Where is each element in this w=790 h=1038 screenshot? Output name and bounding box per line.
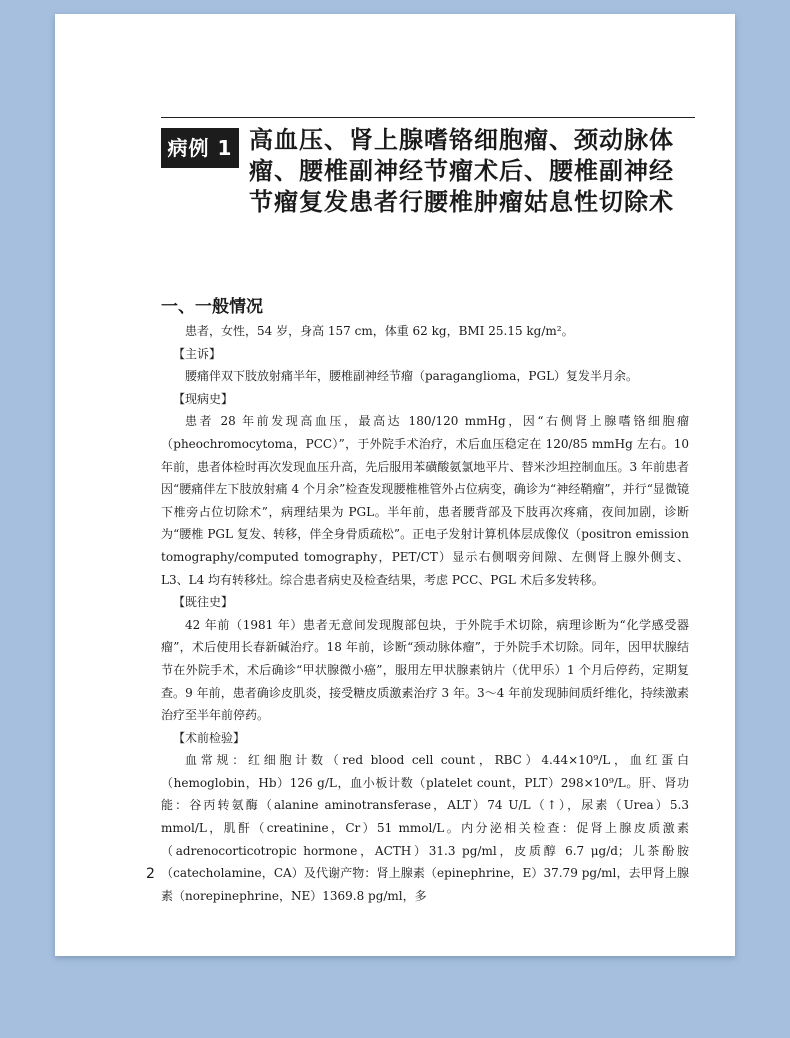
- document-page: [55, 14, 735, 956]
- case-label-badge: 病例 1: [161, 128, 239, 168]
- past-history-text: 42 年前（1981 年）患者无意间发现腹部包块，于外院手术切除，病理诊断为“化学感受器瘤”，术后使用长春新碱治疗。18 年前，诊断“颈动脉体瘤”，于外院手术切除。同年，因甲状腺结节在外院手术，术后确诊“甲状腺微小癌”，服用左甲状腺素钠片（优甲乐）1 个月后停药，定期复查。9 年前，患者确诊皮肌炎，接受糖皮质激素治疗 3 年。3～4 年前发现肺间质纤维化，持续激素治疗至半年前停药。: [161, 617, 689, 723]
- top-rule: [161, 117, 695, 118]
- case-title: 高血压、肾上腺嗜铬细胞瘤、颈动脉体瘤、腰椎副神经节瘤术后、腰椎副神经节瘤复发患者行腰椎肿瘤姑息性切除术: [249, 126, 674, 216]
- chief-complaint-text: 腰痛伴双下肢放射痛半年，腰椎副神经节瘤（paraganglioma，PGL）复发半月余。: [185, 369, 639, 384]
- present-illness-text: 患者 28 年前发现高血压，最高达 180/120 mmHg，因“右侧肾上腺嗜铬细胞瘤（pheochromocytoma，PCC）”，于外院手术治疗，术后血压稳定在 120/85 mmHg 左右。10 年前，患者体检时再次发现血压升高，先后服用苯磺酸氨氯地平片、替米沙坦控制血压。3 年前患者因“腰痛伴左下肢放射痛 4 个月余”检查发现腰椎椎管外占位病变，确诊为“神经鞘瘤”，并行“显微镜下椎旁占位切除术”，病理结果为 PGL。半年前，患者腰背部及下肢再次疼痛，夜间加剧，诊断为“腰椎 PGL 复发、转移，伴全身骨质疏松”。正电子发射计算机体层成像仪（positron emission tomography/computed tomography，PET/CT）显示右侧咽旁间隙、左侧肾上腺外侧支、L3、L4 均有转移灶。综合患者病史及检查结果，考虑 PCC、PGL 术后多发转移。: [161, 414, 689, 587]
- section-heading: 一、一般情况: [161, 297, 263, 317]
- intro-paragraph: 患者，女性，54 岁，身高 157 cm，体重 62 kg，BMI 25.15 kg/m²。: [185, 324, 574, 338]
- body-text: [161, 320, 689, 907]
- preop-exam-heading: 【术前检验】: [173, 730, 246, 745]
- past-history-heading: 【既往史】: [173, 595, 234, 610]
- page-number: 2: [146, 866, 155, 882]
- present-illness-heading: 【现病史】: [173, 391, 234, 406]
- chief-complaint-heading: 【主诉】: [173, 346, 222, 361]
- preop-exam-text: 血常规：红细胞计数（red blood cell count，RBC）4.44×10⁹/L，血红蛋白（hemoglobin，Hb）126 g/L，血小板计数（platelet count，PLT）298×10⁹/L。肝、肾功能：谷丙转氨酶（alanine aminotransferase，ALT）74 U/L（↑），尿素（Urea）5.3 mmol/L，肌酐（creatinine，Cr）51 mmol/L。内分泌相关检查：促肾上腺皮质激素（adrenocorticotropic hormone，ACTH）31.3 pg/ml，皮质醇 6.7 μg/d；儿茶酚胺（catecholamine，CA）及代谢产物：肾上腺素（epinephrine，E）37.79 pg/ml，去甲肾上腺素（norepinephrine，NE）1369.8 pg/ml，多: [161, 753, 689, 903]
